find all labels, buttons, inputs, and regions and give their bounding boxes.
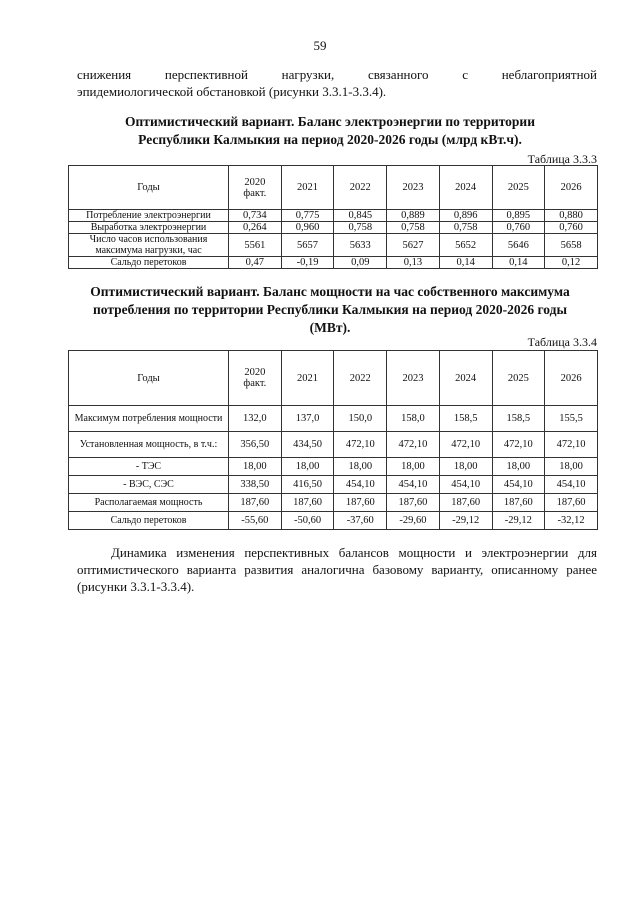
table-row — [69, 458, 598, 476]
table2-year: 2021 — [281, 351, 334, 406]
page-number: 59 — [313, 38, 327, 53]
table2-heading-line-3: (МВт). — [309, 320, 351, 335]
table2-heading-line-2: потребления по территории Республики Калмыкия на период 2020-2026 годы — [92, 302, 568, 317]
intro-paragraph — [77, 66, 597, 100]
table-row — [69, 476, 598, 494]
table1-caption: Таблица 3.3.3 — [527, 152, 597, 166]
cell: 0,758 — [387, 222, 440, 234]
cell: 18,00 — [545, 458, 598, 476]
cell: 0,264 — [229, 222, 282, 234]
power-balance-table — [68, 350, 598, 530]
table1-heading-line-1: Оптимистический вариант. Баланс электроэнергии по территории — [125, 114, 535, 129]
cell: 18,00 — [281, 458, 334, 476]
table-row — [69, 432, 598, 458]
cell: 5658 — [545, 234, 598, 257]
cell: 0,880 — [545, 210, 598, 222]
cell: 0,889 — [387, 210, 440, 222]
table2-heading — [60, 283, 600, 337]
table2-year: 2023 — [387, 351, 440, 406]
table2-header-row — [69, 351, 598, 406]
cell: 472,10 — [545, 432, 598, 458]
cell: 0,775 — [281, 210, 334, 222]
table1-header-label: Годы — [69, 166, 229, 210]
cell: 18,00 — [439, 458, 492, 476]
table1-year: 2026 — [545, 166, 598, 210]
row-label: Располагаемая мощность — [69, 494, 229, 512]
cell: 187,60 — [281, 494, 334, 512]
table1-year: 2021 — [281, 166, 334, 210]
cell: 0,758 — [334, 222, 387, 234]
cell: 187,60 — [439, 494, 492, 512]
row-label: Максимум потребления мощности — [69, 406, 229, 432]
closing-paragraph-text: Динамика изменения перспективных балансов мощности и электроэнергии для оптимистического варианта развития аналогична базовому варианту, описанному ранее (рисунки 3.3.1-3.3.4). — [77, 545, 597, 594]
cell: 0,845 — [334, 210, 387, 222]
cell: 0,895 — [492, 210, 545, 222]
table1-year: 2024 — [439, 166, 492, 210]
cell: -55,60 — [229, 512, 282, 530]
cell: -32,12 — [545, 512, 598, 530]
cell: 416,50 — [281, 476, 334, 494]
cell: 18,00 — [229, 458, 282, 476]
cell: 0,12 — [545, 257, 598, 269]
cell: 0,14 — [439, 257, 492, 269]
cell: 5657 — [281, 234, 334, 257]
cell: 338,50 — [229, 476, 282, 494]
table-row — [69, 234, 598, 257]
table2-header-label: Годы — [69, 351, 229, 406]
intro-line-2: эпидемиологической обстановкой (рисунки 3.3.1-3.3.4). — [77, 84, 387, 99]
cell: 434,50 — [281, 432, 334, 458]
cell: 472,10 — [387, 432, 440, 458]
cell: 454,10 — [387, 476, 440, 494]
cell: 0,960 — [281, 222, 334, 234]
cell: 150,0 — [334, 406, 387, 432]
table2-year: 2024 — [439, 351, 492, 406]
cell: 0,758 — [439, 222, 492, 234]
closing-paragraph — [77, 544, 597, 595]
table-row — [69, 210, 598, 222]
cell: -0,19 — [281, 257, 334, 269]
cell: 158,0 — [387, 406, 440, 432]
cell: 158,5 — [492, 406, 545, 432]
cell: 0,760 — [492, 222, 545, 234]
table2-heading-line-1: Оптимистический вариант. Баланс мощности на час собственного максимума — [90, 284, 570, 299]
cell: -29,60 — [387, 512, 440, 530]
cell: 0,14 — [492, 257, 545, 269]
cell: 18,00 — [492, 458, 545, 476]
table1-year: 2022 — [334, 166, 387, 210]
table-row — [69, 512, 598, 530]
table1-header-row — [69, 166, 598, 210]
cell: 472,10 — [439, 432, 492, 458]
cell: 18,00 — [334, 458, 387, 476]
cell: 187,60 — [545, 494, 598, 512]
cell: 5646 — [492, 234, 545, 257]
cell: 187,60 — [334, 494, 387, 512]
cell: 0,760 — [545, 222, 598, 234]
cell: -29,12 — [439, 512, 492, 530]
cell: 356,50 — [229, 432, 282, 458]
cell: 454,10 — [492, 476, 545, 494]
cell: 137,0 — [281, 406, 334, 432]
cell: 158,5 — [439, 406, 492, 432]
row-label: Число часов использования максимума нагрузки, час — [69, 234, 229, 257]
table2-year: 2020 факт. — [229, 351, 282, 406]
cell: 472,10 — [334, 432, 387, 458]
cell: -37,60 — [334, 512, 387, 530]
cell: 0,13 — [387, 257, 440, 269]
cell: 5633 — [334, 234, 387, 257]
cell: 454,10 — [334, 476, 387, 494]
table2-caption: Таблица 3.3.4 — [527, 335, 597, 349]
table1-heading — [60, 113, 600, 149]
cell: 0,47 — [229, 257, 282, 269]
cell: 18,00 — [387, 458, 440, 476]
cell: 454,10 — [439, 476, 492, 494]
table2-year: 2022 — [334, 351, 387, 406]
cell: 472,10 — [492, 432, 545, 458]
row-label: - ТЭС — [69, 458, 229, 476]
table-row — [69, 257, 598, 269]
cell: 187,60 — [229, 494, 282, 512]
cell: 0,09 — [334, 257, 387, 269]
electricity-balance-table — [68, 165, 598, 269]
row-label: Сальдо перетоков — [69, 512, 229, 530]
intro-line-1: снижения перспективной нагрузки, связанного с неблагоприятной — [77, 67, 597, 82]
cell: 187,60 — [387, 494, 440, 512]
table1-year: 2025 — [492, 166, 545, 210]
table-row — [69, 406, 598, 432]
table2-year: 2026 — [545, 351, 598, 406]
table1-heading-line-2: Республики Калмыкия на период 2020-2026 годы (млрд кВт.ч). — [138, 132, 522, 147]
table1-year: 2023 — [387, 166, 440, 210]
row-label: Установленная мощность, в т.ч.: — [69, 432, 229, 458]
table-row — [69, 494, 598, 512]
cell: 454,10 — [545, 476, 598, 494]
cell: 187,60 — [492, 494, 545, 512]
cell: 0,896 — [439, 210, 492, 222]
cell: 5561 — [229, 234, 282, 257]
cell: 5652 — [439, 234, 492, 257]
cell: 0,734 — [229, 210, 282, 222]
row-label: Сальдо перетоков — [69, 257, 229, 269]
table2-year: 2025 — [492, 351, 545, 406]
cell: 155,5 — [545, 406, 598, 432]
cell: 132,0 — [229, 406, 282, 432]
table-row — [69, 222, 598, 234]
row-label: Потребление электроэнергии — [69, 210, 229, 222]
cell: -29,12 — [492, 512, 545, 530]
cell: 5627 — [387, 234, 440, 257]
cell: -50,60 — [281, 512, 334, 530]
table1-year: 2020 факт. — [229, 166, 282, 210]
row-label: - ВЭС, СЭС — [69, 476, 229, 494]
row-label: Выработка электроэнергии — [69, 222, 229, 234]
